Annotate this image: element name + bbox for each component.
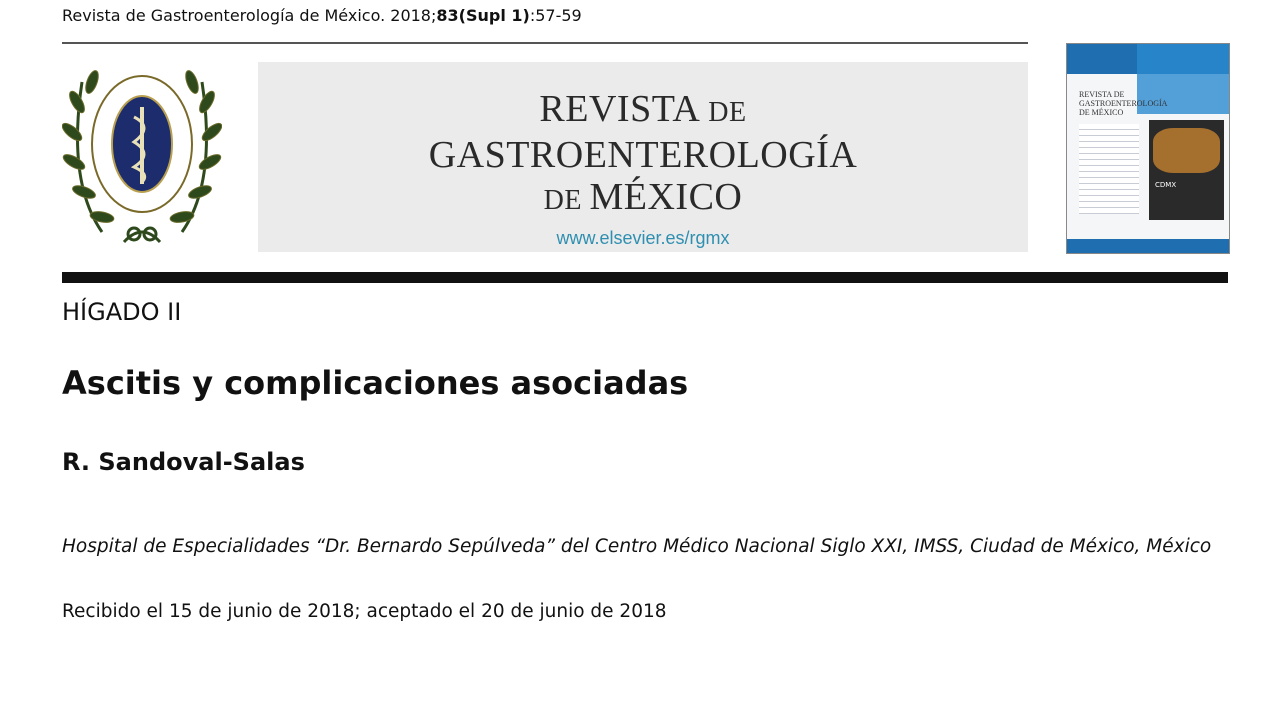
journal-citation: [62, 6, 582, 25]
cover-badge: CDMX: [1155, 181, 1177, 189]
top-divider: [62, 42, 1028, 44]
journal-name-line-2: GASTROENTEROLOGÍA: [428, 134, 858, 176]
section-label: HÍGADO II: [62, 298, 182, 326]
cover-title: REVISTA DE GASTROENTEROLOGÍA DE MÉXICO: [1079, 90, 1167, 117]
citation-pages: :57-59: [529, 6, 582, 25]
article-title: Ascitis y complicaciones asociadas: [62, 364, 689, 402]
received-dates: Recibido el 15 de junio de 2018; aceptado el 20 de junio de 2018: [62, 601, 667, 622]
author-affiliation: Hospital de Especialidades “Dr. Bernardo Sepúlveda” del Centro Médico Nacional Siglo XXI, IMSS, Ciudad de México, México: [62, 536, 1212, 557]
journal-word: DE: [708, 97, 747, 128]
journal-masthead: [258, 62, 1028, 252]
journal-url-link[interactable]: www.elsevier.es/rgmx: [556, 228, 730, 248]
journal-name-line-3: [258, 176, 1028, 222]
journal-word: REVISTA: [539, 88, 709, 130]
journal-cover-image: [1066, 43, 1230, 254]
citation-prefix: Revista de Gastroenterología de México. 2018;: [62, 6, 437, 25]
journal-name-line-1: [258, 88, 1028, 134]
journal-word: MÉXICO: [589, 176, 743, 218]
header-bar: [62, 272, 1228, 283]
association-logo: [62, 62, 222, 252]
journal-word: DE: [543, 185, 590, 216]
citation-volume: 83(Supl 1): [436, 6, 530, 25]
article-author: R. Sandoval-Salas: [62, 448, 305, 476]
